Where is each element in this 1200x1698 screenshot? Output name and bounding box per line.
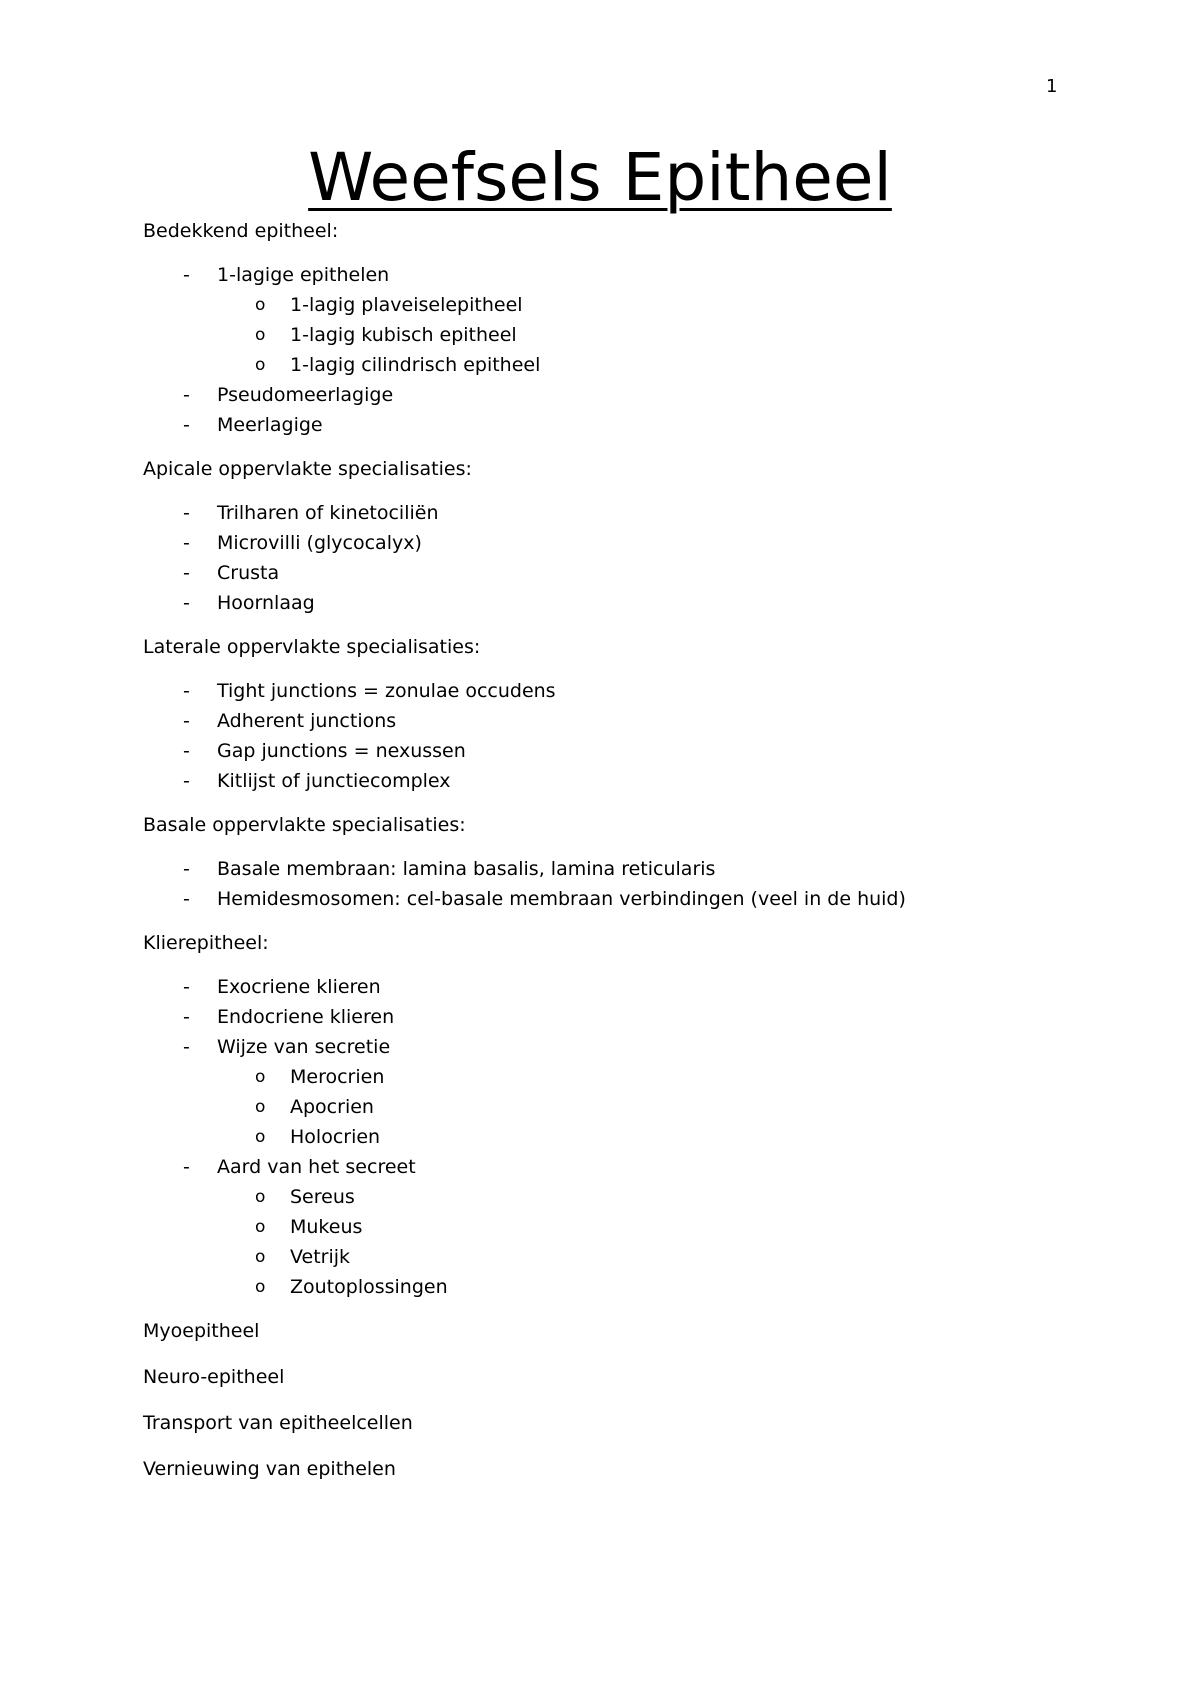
topic-line: Neuro-epitheel bbox=[143, 1366, 285, 1388]
list-item-text: Tight junctions = zonulae occudens bbox=[217, 680, 556, 702]
section-heading: Bedekkend epitheel: bbox=[143, 220, 339, 242]
sub-list-item: o 1-lagig plaveiselepitheel bbox=[217, 290, 1103, 320]
sub-list-item: o Zoutoplossingen bbox=[217, 1272, 1103, 1302]
list-item bbox=[143, 260, 1103, 380]
bullet-list bbox=[143, 854, 1103, 914]
section-heading: Laterale oppervlakte specialisaties: bbox=[143, 636, 481, 658]
list-item bbox=[143, 766, 1103, 796]
sub-list-item: o Holocrien bbox=[217, 1122, 1103, 1152]
list-item bbox=[143, 558, 1103, 588]
list-item bbox=[143, 884, 1103, 914]
list-item-text: Wijze van secretie bbox=[217, 1036, 391, 1058]
list-item-text: Aard van het secreet bbox=[217, 1156, 416, 1178]
sub-list bbox=[217, 1182, 1103, 1302]
list-item-text: Exocriene klieren bbox=[217, 976, 381, 998]
list-item-text: Hoornlaag bbox=[217, 592, 315, 614]
topic-line: Vernieuwing van epithelen bbox=[143, 1458, 396, 1480]
list-item-text: Gap junctions = nexussen bbox=[217, 740, 466, 762]
list-item bbox=[143, 498, 1103, 528]
list-item-text: Crusta bbox=[217, 562, 280, 584]
list-item-text: Hemidesmosomen: cel-basale membraan verbindingen (veel in de huid) bbox=[217, 888, 906, 910]
list-item-text: Endocriene klieren bbox=[217, 1006, 395, 1028]
sub-list-item: o Merocrien bbox=[217, 1062, 1103, 1092]
bullet-list bbox=[143, 972, 1103, 1302]
list-item bbox=[143, 854, 1103, 884]
list-item-text: Trilharen of kinetociliën bbox=[217, 502, 439, 524]
bullet-list bbox=[143, 260, 1103, 440]
topic-line: Transport van epitheelcellen bbox=[143, 1412, 413, 1434]
list-item-text: Pseudomeerlagige bbox=[217, 384, 394, 406]
list-item bbox=[143, 676, 1103, 706]
sub-list-item: o 1-lagig kubisch epitheel bbox=[217, 320, 1103, 350]
topic-line: Myoepitheel bbox=[143, 1320, 260, 1342]
bullet-list bbox=[143, 676, 1103, 796]
list-item bbox=[143, 1032, 1103, 1152]
sub-list bbox=[217, 1062, 1103, 1152]
list-item bbox=[143, 1152, 1103, 1302]
bullet-list bbox=[143, 498, 1103, 618]
list-item bbox=[143, 706, 1103, 736]
page-title: Weefsels Epitheel bbox=[308, 139, 892, 216]
list-item bbox=[143, 410, 1103, 440]
sub-list-item: o 1-lagig cilindrisch epitheel bbox=[217, 350, 1103, 380]
list-item-text: Microvilli (glycocalyx) bbox=[217, 532, 422, 554]
page-number: 1 bbox=[1046, 76, 1058, 97]
list-item-text: Kitlijst of junctiecomplex bbox=[217, 770, 451, 792]
list-item bbox=[143, 588, 1103, 618]
document-body bbox=[143, 216, 1103, 1500]
section-heading: Basale oppervlakte specialisaties: bbox=[143, 814, 466, 836]
list-item-text: Adherent junctions bbox=[217, 710, 397, 732]
section-heading: Apicale oppervlakte specialisaties: bbox=[143, 458, 472, 480]
sub-list-item: o Sereus bbox=[217, 1182, 1103, 1212]
list-item bbox=[143, 736, 1103, 766]
list-item bbox=[143, 380, 1103, 410]
list-item bbox=[143, 528, 1103, 558]
sub-list bbox=[217, 290, 1103, 380]
sub-list-item: o Mukeus bbox=[217, 1212, 1103, 1242]
section-heading: Klierepitheel: bbox=[143, 932, 269, 954]
sub-list-item: o Vetrijk bbox=[217, 1242, 1103, 1272]
list-item-text: Meerlagige bbox=[217, 414, 323, 436]
sub-list-item: o Apocrien bbox=[217, 1092, 1103, 1122]
list-item bbox=[143, 972, 1103, 1002]
list-item bbox=[143, 1002, 1103, 1032]
list-item-text: 1-lagige epithelen bbox=[217, 264, 390, 286]
list-item-text: Basale membraan: lamina basalis, lamina reticularis bbox=[217, 858, 716, 880]
